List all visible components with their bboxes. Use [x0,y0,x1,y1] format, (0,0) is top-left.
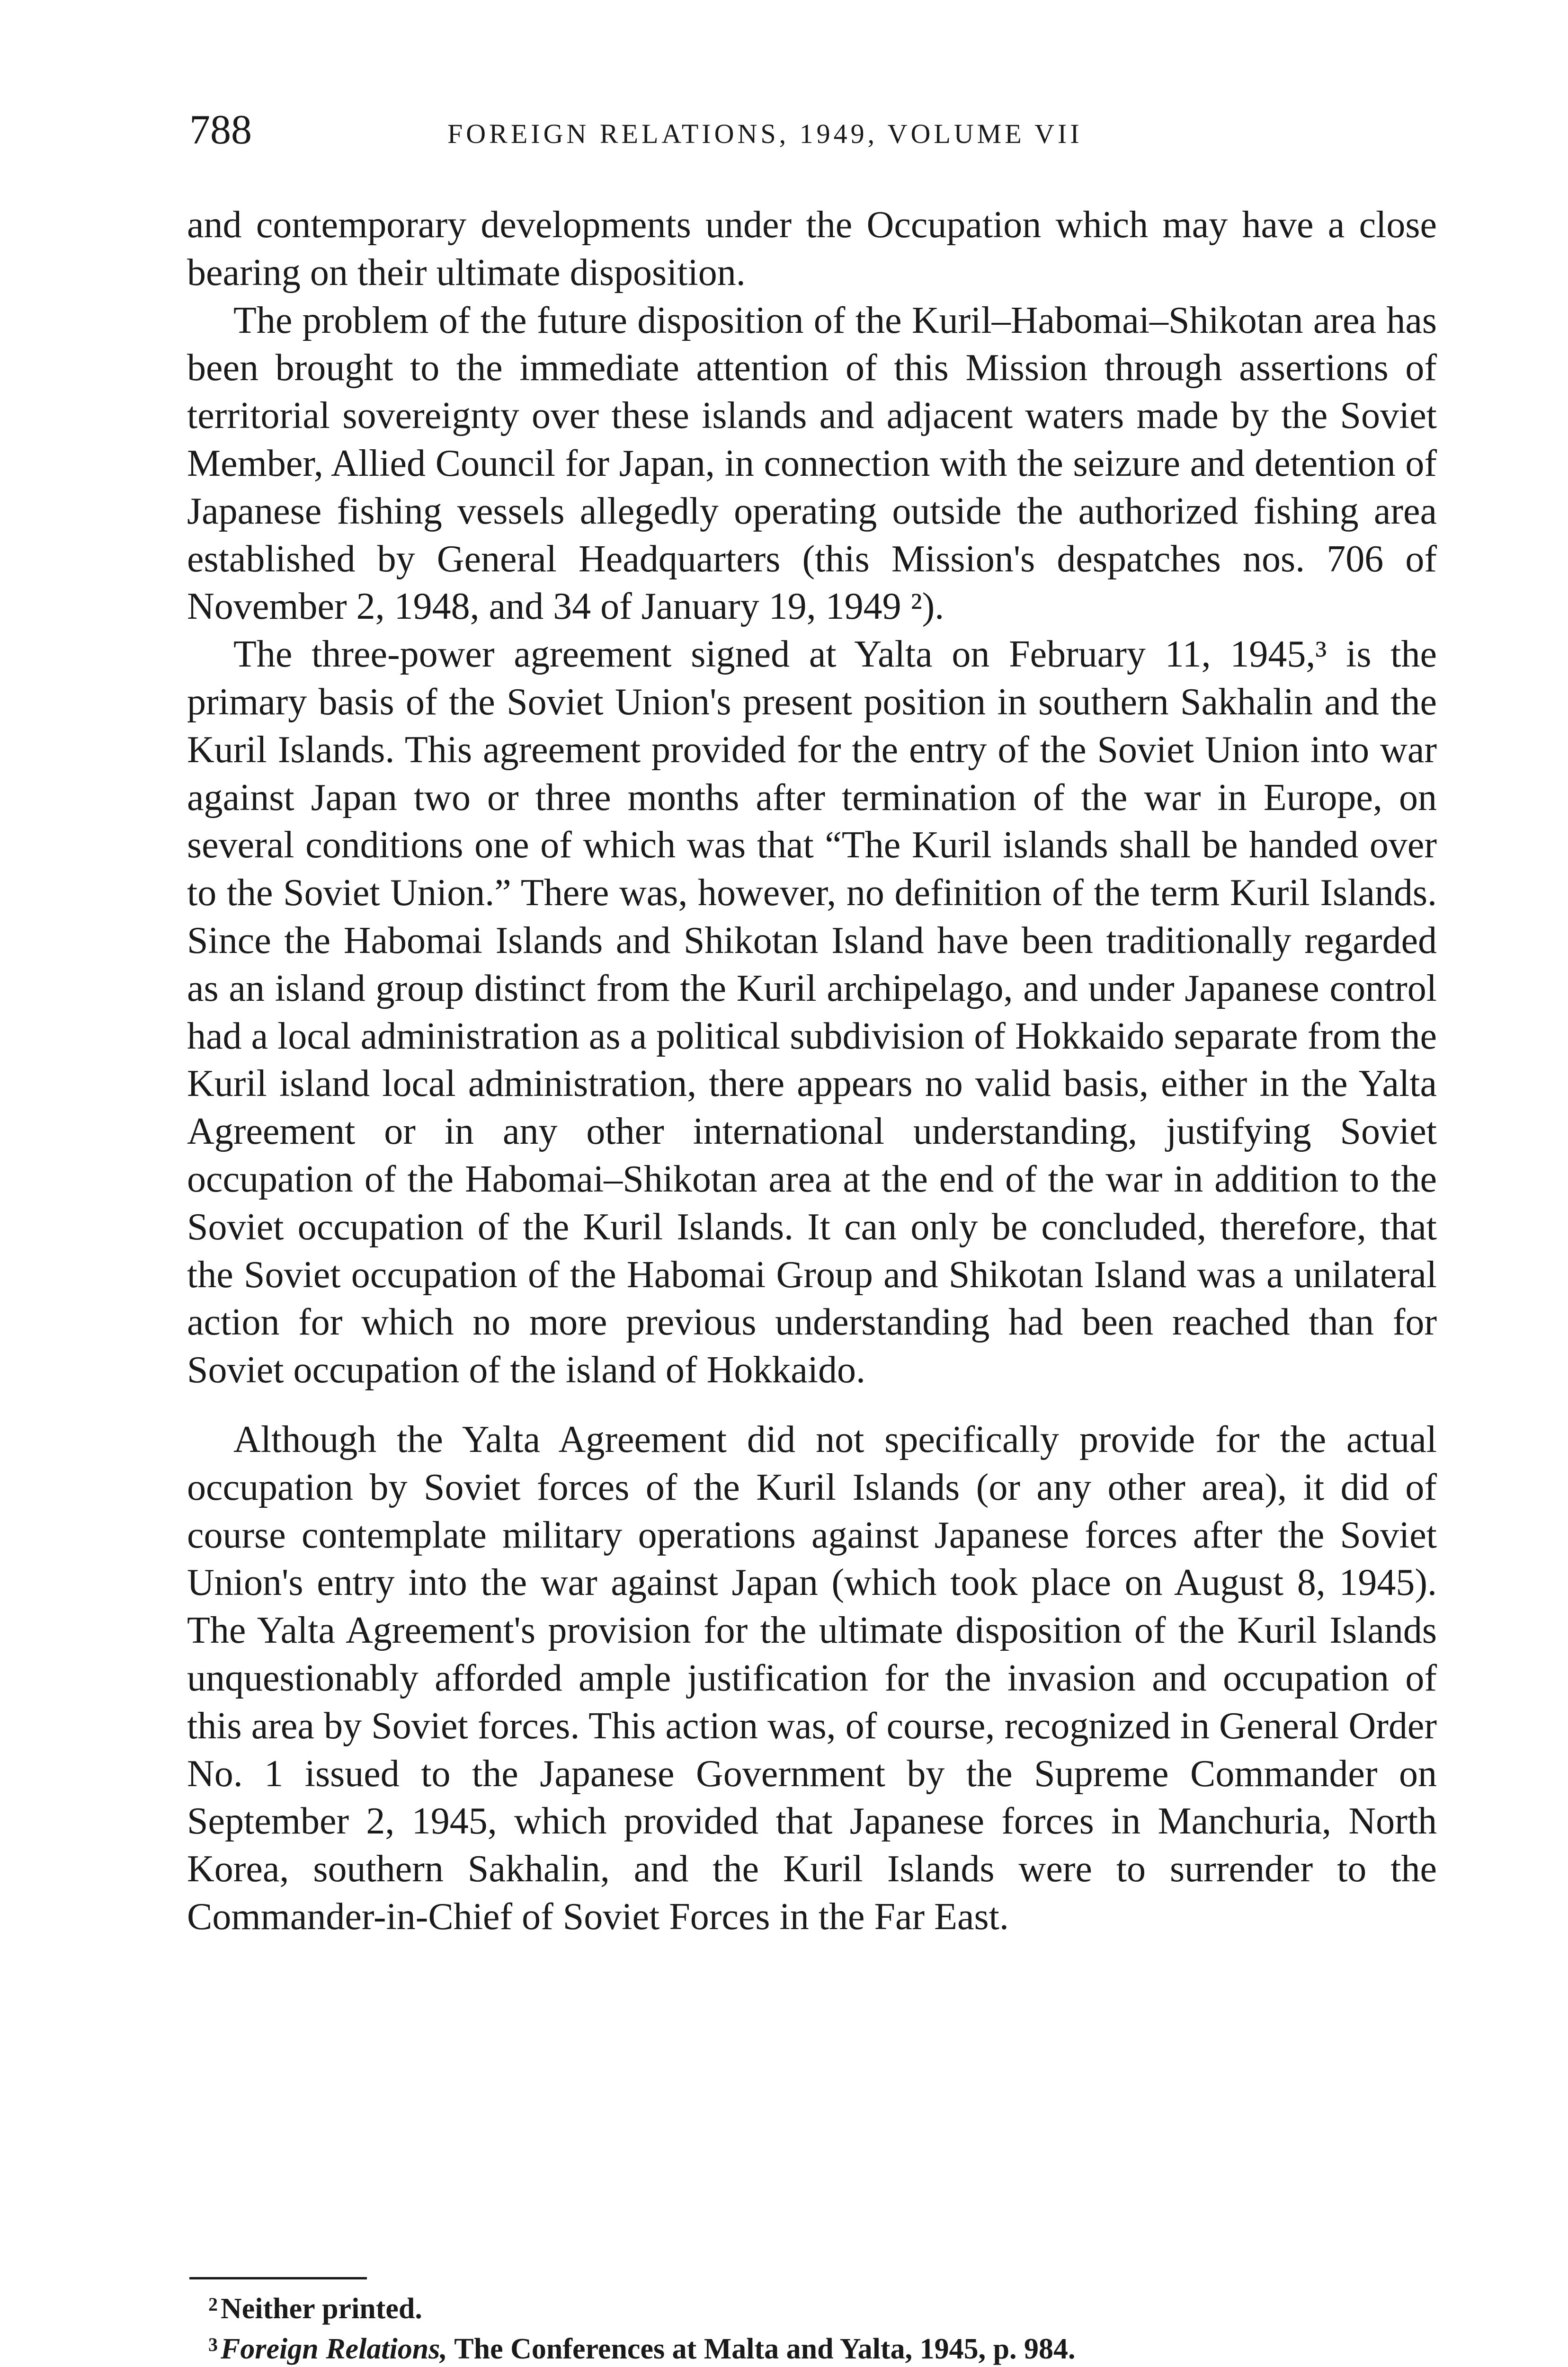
footnotes [208,2287,1439,2367]
footnote-rule [189,2277,367,2279]
footnote-italic-title: Foreign Relations, [221,2333,447,2365]
paragraph: The problem of the future disposition of the Kuril–Habomai–Shikotan area has been brought to the immediate attention of this Mission through assertions of territorial sovereignty over these islands and adjacent waters made by the Soviet Member, Allied Council for Japan, in connection with the seizure and detention of Japanese fishing vessels allegedly operating outside the authorized fishing area established by General Headquarters (this Mission's despatches nos. 706 of November 2, 1948, and 34 of January 19, 1949 ²). [187,299,1437,628]
footnote-marker: 3 [208,2334,218,2355]
body-text [187,201,1437,1941]
running-head: FOREIGN RELATIONS, 1949, VOLUME VII [447,118,1083,149]
footnote-marker: 2 [208,2294,218,2315]
page-header [189,107,1439,159]
page-number: 788 [189,107,252,153]
footnote-text: The Conferences at Malta and Yalta, 1945, p. 984. [447,2333,1076,2365]
footnote [208,2327,1439,2367]
footnote [208,2287,1439,2327]
paragraph: Although the Yalta Agreement did not specifically provide for the actual occupation by Soviet forces of the Kuril Islands (or any other area), it did of course contemplate military operations against Japanese forces after the Soviet Union's entry into the war against Japan (which took place on August 8, 1945). The Yalta Agreement's provision for the ultimate disposition of the Kuril Islands unquestionably afforded ample justification for the invasion and occupation of this area by Soviet forces. This action was, of course, recognized in General Order No. 1 issued to the Japanese Government by the Supreme Commander on September 2, 1945, which provided that Japanese forces in Manchuria, North Korea, southern Sakhalin, and the Kuril Islands were to surrender to the Commander-in-Chief of Soviet Forces in the Far East. [187,1418,1437,1938]
paragraph: and contemporary developments under the Occupation which may have a close bearing on their ultimate disposition. [187,204,1437,294]
paragraph: The three-power agreement signed at Yalta on February 11, 1945,³ is the primary basis of the Soviet Union's present position in southern Sakhalin and the Kuril Islands. This agreement provided for the entry of the Soviet Union into war against Japan two or three months after termination of the war in Europe, on several conditions one of which was that “The Kuril islands shall be handed over to the Soviet Union.” There was, however, no definition of the term Kuril Islands. Since the Habomai Islands and Shikotan Island have been traditionally regarded as an island group distinct from the Kuril archipelago, and under Japanese control had a local administration as a political subdivision of Hokkaido separate from the Kuril island local administration, there appears no valid basis, either in the Yalta Agreement or in any other international understanding, justifying Soviet occupation of the Habomai–Shikotan area at the end of the war in addition to the Soviet occupation of the Kuril Islands. It can only be concluded, therefore, that the Soviet occupation of the Habomai Group and Shikotan Island was a unilateral action for which no more previous understanding had been reached than for Soviet occupation of the island of Hokkaido. [187,633,1437,1391]
footnote-text: Neither printed. [221,2293,422,2325]
